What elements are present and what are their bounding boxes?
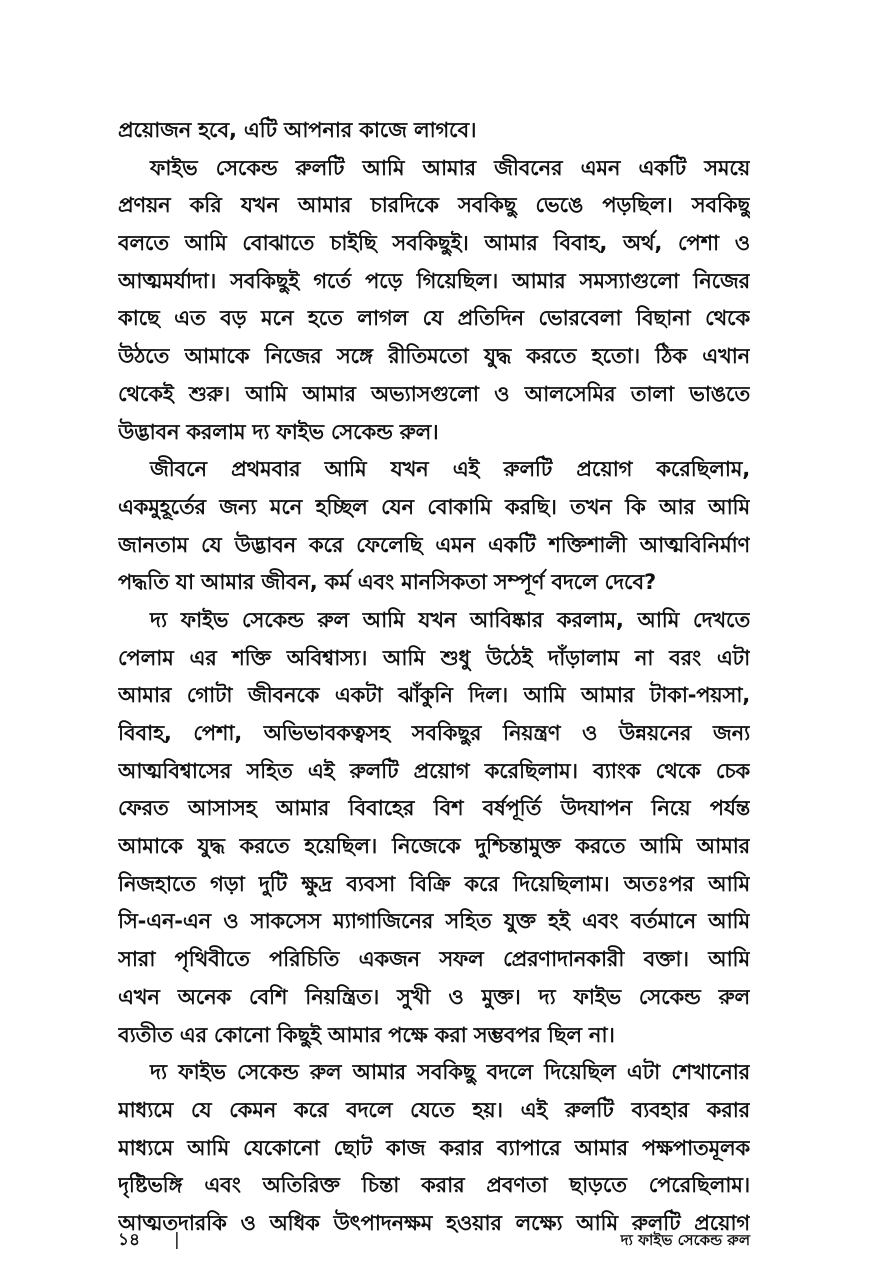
- text-line: একমুহূর্তের জন্য মনে হচ্ছিল যেন বোকামি করছি। তখন কি আর আমি: [118, 494, 750, 519]
- running-title: দ্য ফাইভ সেকেন্ড রুল: [620, 1231, 750, 1249]
- text-line: পেলাম এর শক্তি অবিশ্বাস্য। আমি শুধু উঠেই দাঁড়ালাম না বরং এটা: [118, 645, 750, 670]
- footer-separator: |: [174, 1230, 180, 1250]
- page-footer: [118, 1225, 750, 1255]
- page-number: ১৪: [118, 1230, 141, 1250]
- text-line: দ্য ফাইভ সেকেন্ড রুল আমার সবকিছু বদলে দিয়েছিল এটা শেখানোর: [150, 1060, 750, 1085]
- text-line: আমার গোটা জীবনকে একটা ঝাঁকুনি দিল। আমি আমার টাকা-পয়সা,: [118, 683, 750, 708]
- text-line: আমাকে যুদ্ধ করতে হয়েছিল। নিজেকে দুশ্চিন্তামুক্ত করতে আমি আমার: [118, 834, 750, 859]
- text-line: জীবনে প্রথমবার আমি যখন এই রুলটি প্রয়োগ করেছিলাম,: [150, 457, 750, 482]
- text-line: উঠতে আমাকে নিজের সঙ্গে রীতিমতো যুদ্ধ করতে হতো। ঠিক এখান: [118, 344, 750, 369]
- text-line: মাধ্যমে আমি যেকোনো ছোট কাজ করার ব্যাপারে আমার পক্ষপাতমূলক: [118, 1135, 750, 1160]
- text-line: দৃষ্টিভঙ্গি এবং অতিরিক্ত চিন্তা করার প্রবণতা ছাড়তে পেরেছিলাম।: [118, 1173, 750, 1198]
- text-line: আত্মমর্যাদা। সবকিছুই গর্তে পড়ে গিয়েছিল। আমার সমস্যাগুলো নিজের: [118, 268, 750, 293]
- text-line: মাধ্যমে যে কেমন করে বদলে যেতে হয়। এই রুলটি ব্যবহার করার: [118, 1097, 750, 1122]
- text-line: নিজহাতে গড়া দুটি ক্ষুদ্র ব্যবসা বিক্রি করে দিয়েছিলাম। অতঃপর আমি: [118, 871, 750, 896]
- text-line: বিবাহ, পেশা, অভিভাবকত্বসহ সবকিছুর নিয়ন্ত্রণ ও উন্নয়নের জন্য: [118, 721, 750, 745]
- text-line: ফাইভ সেকেন্ড রুলটি আমি আমার জীবনের এমন একটি সময়ে: [150, 155, 750, 180]
- body-text: [118, 112, 750, 1243]
- text-line: প্রণয়ন করি যখন আমার চারদিকে সবকিছু ভেঙে পড়ছিল। সবকিছু: [118, 193, 750, 218]
- text-line: প্রয়োজন হবে, এটি আপনার কাজে লাগবে।: [118, 118, 477, 142]
- text-line: ফেরত আসাসহ আমার বিবাহের বিশ বর্ষপূর্তি উদযাপন নিয়ে পর্যন্ত: [118, 796, 750, 821]
- text-line: সি-এন-এন ও সাকসেস ম্যাগাজিনের সহিত যুক্ত হই এবং বর্তমানে আমি: [118, 909, 750, 934]
- text-line: আত্মবিশ্বাসের সহিত এই রুলটি প্রয়োগ করেছিলাম। ব্যাংক থেকে চেক: [118, 758, 750, 783]
- text-line: পদ্ধতি যা আমার জীবন, কর্ম এবং মানসিকতা সম্পূর্ণ বদলে দেবে?: [118, 570, 656, 595]
- text-line: জানতাম যে উদ্ভাবন করে ফেলেছি এমন একটি শক্তিশালী আত্মবিনির্মাণ: [118, 532, 750, 557]
- text-line: কাছে এত বড় মনে হতে লাগল যে প্রতিদিন ভোরবেলা বিছানা থেকে: [118, 306, 750, 331]
- text-line: দ্য ফাইভ সেকেন্ড রুল আমি যখন আবিষ্কার করলাম, আমি দেখতে: [150, 607, 750, 632]
- text-line: উদ্ভাবন করলাম দ্য ফাইভ সেকেন্ড রুল।: [118, 419, 439, 444]
- text-line: এখন অনেক বেশি নিয়ন্ত্রিত। সুখী ও মুক্ত। দ্য ফাইভ সেকেন্ড রুল: [118, 984, 750, 1009]
- text-line: বলতে আমি বোঝাতে চাইছি সবকিছুই। আমার বিবাহ, অর্থ, পেশা ও: [118, 231, 750, 256]
- text-line: থেকেই শুরু। আমি আমার অভ্যাসগুলো ও আলসেমির তালা ভাঙতে: [118, 381, 750, 406]
- text-line: সারা পৃথিবীতে পরিচিতি একজন সফল প্রেরণাদানকারী বক্তা। আমি: [118, 947, 750, 972]
- text-line: আত্মতদারকি ও অধিক উৎপাদনক্ষম হওয়ার লক্ষ্যে আমি রুলটি প্রয়োগ: [118, 1210, 750, 1235]
- text-line: ব্যতীত এর কোনো কিছুই আমার পক্ষে করা সম্ভবপর ছিল না।: [118, 1022, 615, 1047]
